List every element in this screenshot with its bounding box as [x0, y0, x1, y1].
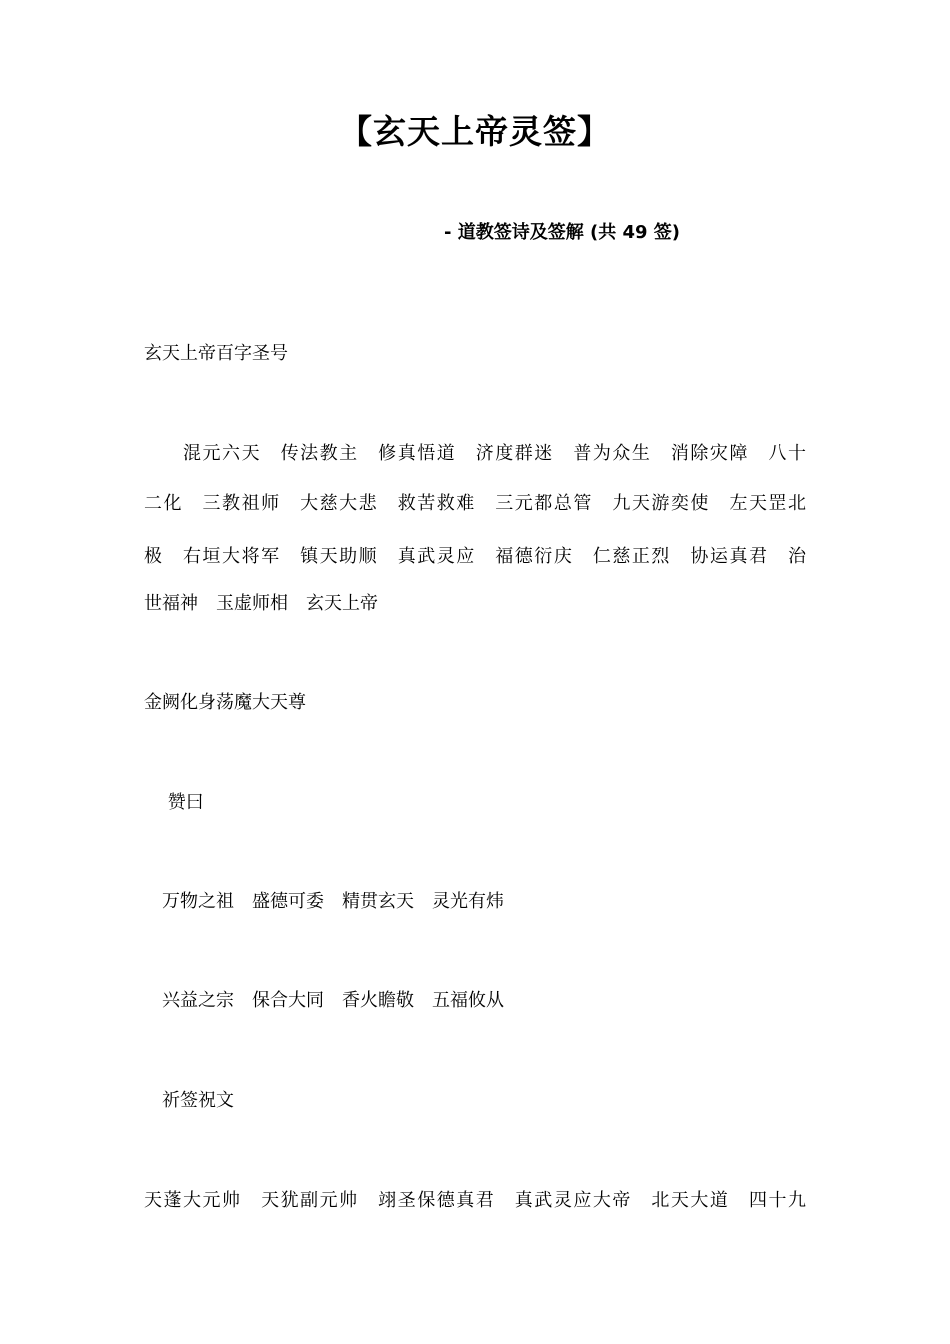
document-subtitle: - 道教签诗及签解 (共 49 签) [444, 222, 681, 243]
holy-titles-line-2: 二化 三教祖师 大慈大悲 救苦救难 三元都总管 九天游奕使 左天罡北 [144, 493, 806, 514]
holy-titles-line-3: 极 右垣大将军 镇天助顺 真武灵应 福德衍庆 仁慈正烈 协运真君 治 [144, 546, 806, 567]
prayer-heading: 祈签祝文 [144, 1090, 234, 1111]
document-title: 【玄天上帝灵签】 [339, 112, 611, 151]
section-heading: 玄天上帝百字圣号 [144, 343, 288, 364]
praise-line-2: 兴益之宗 保合大同 香火瞻敬 五福攸从 [144, 990, 504, 1011]
holy-titles-line-4: 世福神 玉虚师相 玄天上帝 [144, 593, 378, 614]
incarnation-title: 金阙化身荡魔大天尊 [144, 692, 306, 713]
prayer-line-1: 天蓬大元帅 天犹副元帅 翊圣保德真君 真武灵应大帝 北天大道 四十九 [144, 1190, 806, 1211]
praise-line-1: 万物之祖 盛德可委 精贯玄天 灵光有炜 [144, 891, 504, 912]
holy-titles-line-1: 混元六天 传法教主 修真悟道 济度群迷 普为众生 消除灾障 八十 [144, 443, 806, 464]
praise-heading: 赞曰 [144, 792, 204, 813]
